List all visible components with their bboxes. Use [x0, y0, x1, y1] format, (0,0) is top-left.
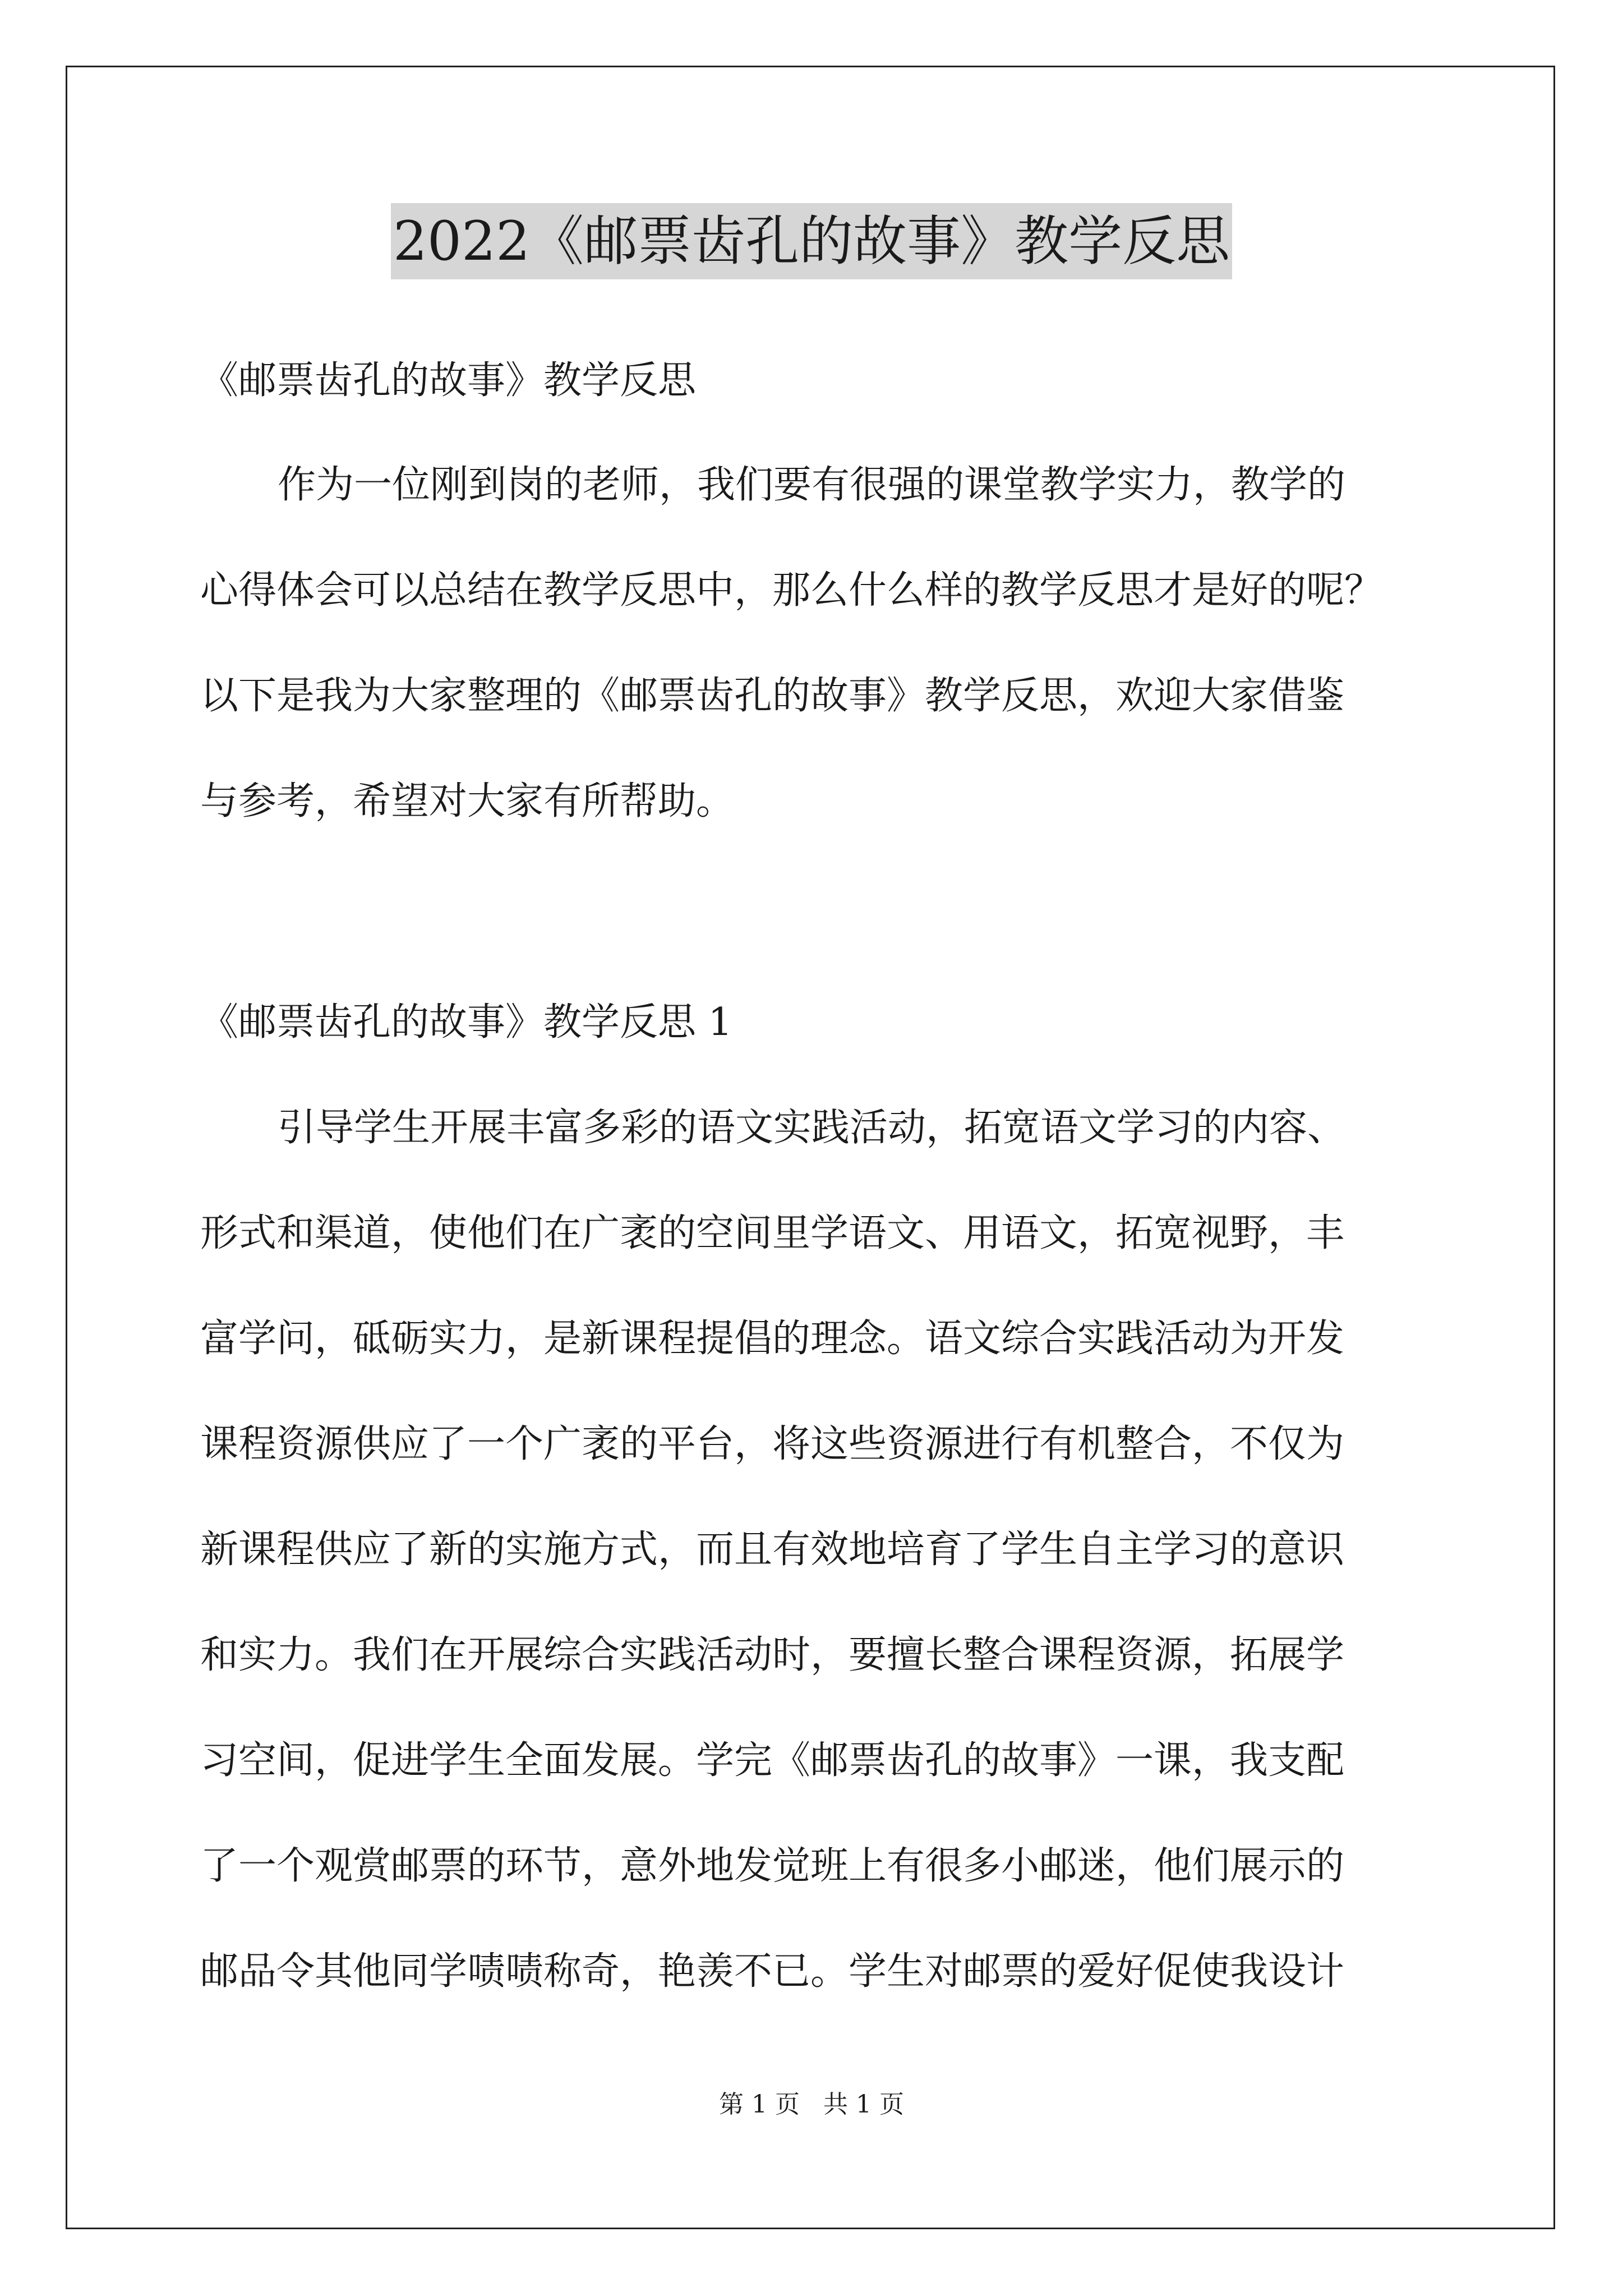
paragraph-line: 形式和渠道，使他们在广袤的空间里学语文、用语文，拓宽视野，丰	[200, 1211, 1345, 1255]
section-heading: 《邮票齿孔的故事》教学反思 1	[200, 1000, 732, 1045]
paragraph-line: 心得体会可以总结在教学反思中，那么什么样的教学反思才是好的呢？	[200, 568, 1383, 613]
title-wrap	[0, 203, 1623, 279]
paragraph-line: 以下是我为大家整理的《邮票齿孔的故事》教学反思，欢迎大家借鉴	[200, 674, 1345, 718]
paragraph-line: 作为一位刚到岗的老师，我们要有很强的课堂教学实力，教学的	[278, 463, 1346, 507]
paragraph-line: 和实力。我们在开展综合实践活动时，要擅长整合课程资源，拓展学	[200, 1633, 1345, 1677]
paragraph-line: 富学问，砥砺实力，是新课程提倡的理念。语文综合实践活动为开发	[200, 1317, 1345, 1361]
document-title: 2022《邮票齿孔的故事》教学反思	[391, 203, 1232, 279]
paragraph-line: 与参考，希望对大家有所帮助。	[200, 779, 735, 823]
paragraph-line: 习空间，促进学生全面发展。学完《邮票齿孔的故事》一课，我支配	[200, 1738, 1345, 1783]
paragraph-line: 新课程供应了新的实施方式，而且有效地培育了学生自主学习的意识	[200, 1527, 1345, 1572]
paragraph-line: 邮品令其他同学啧啧称奇，艳羡不已。学生对邮票的爱好促使我设计	[200, 1949, 1345, 1994]
intro-heading: 《邮票齿孔的故事》教学反思	[200, 358, 697, 403]
paragraph-line: 了一个观赏邮票的环节，意外地发觉班上有很多小邮迷，他们展示的	[200, 1844, 1345, 1888]
paragraph-line: 引导学生开展丰富多彩的语文实践活动，拓宽语文学习的内容、	[278, 1106, 1346, 1150]
page-footer: 第 1 页 共 1 页	[719, 2090, 904, 2119]
paragraph-line: 课程资源供应了一个广袤的平台，将这些资源进行有机整合，不仅为	[200, 1422, 1345, 1466]
